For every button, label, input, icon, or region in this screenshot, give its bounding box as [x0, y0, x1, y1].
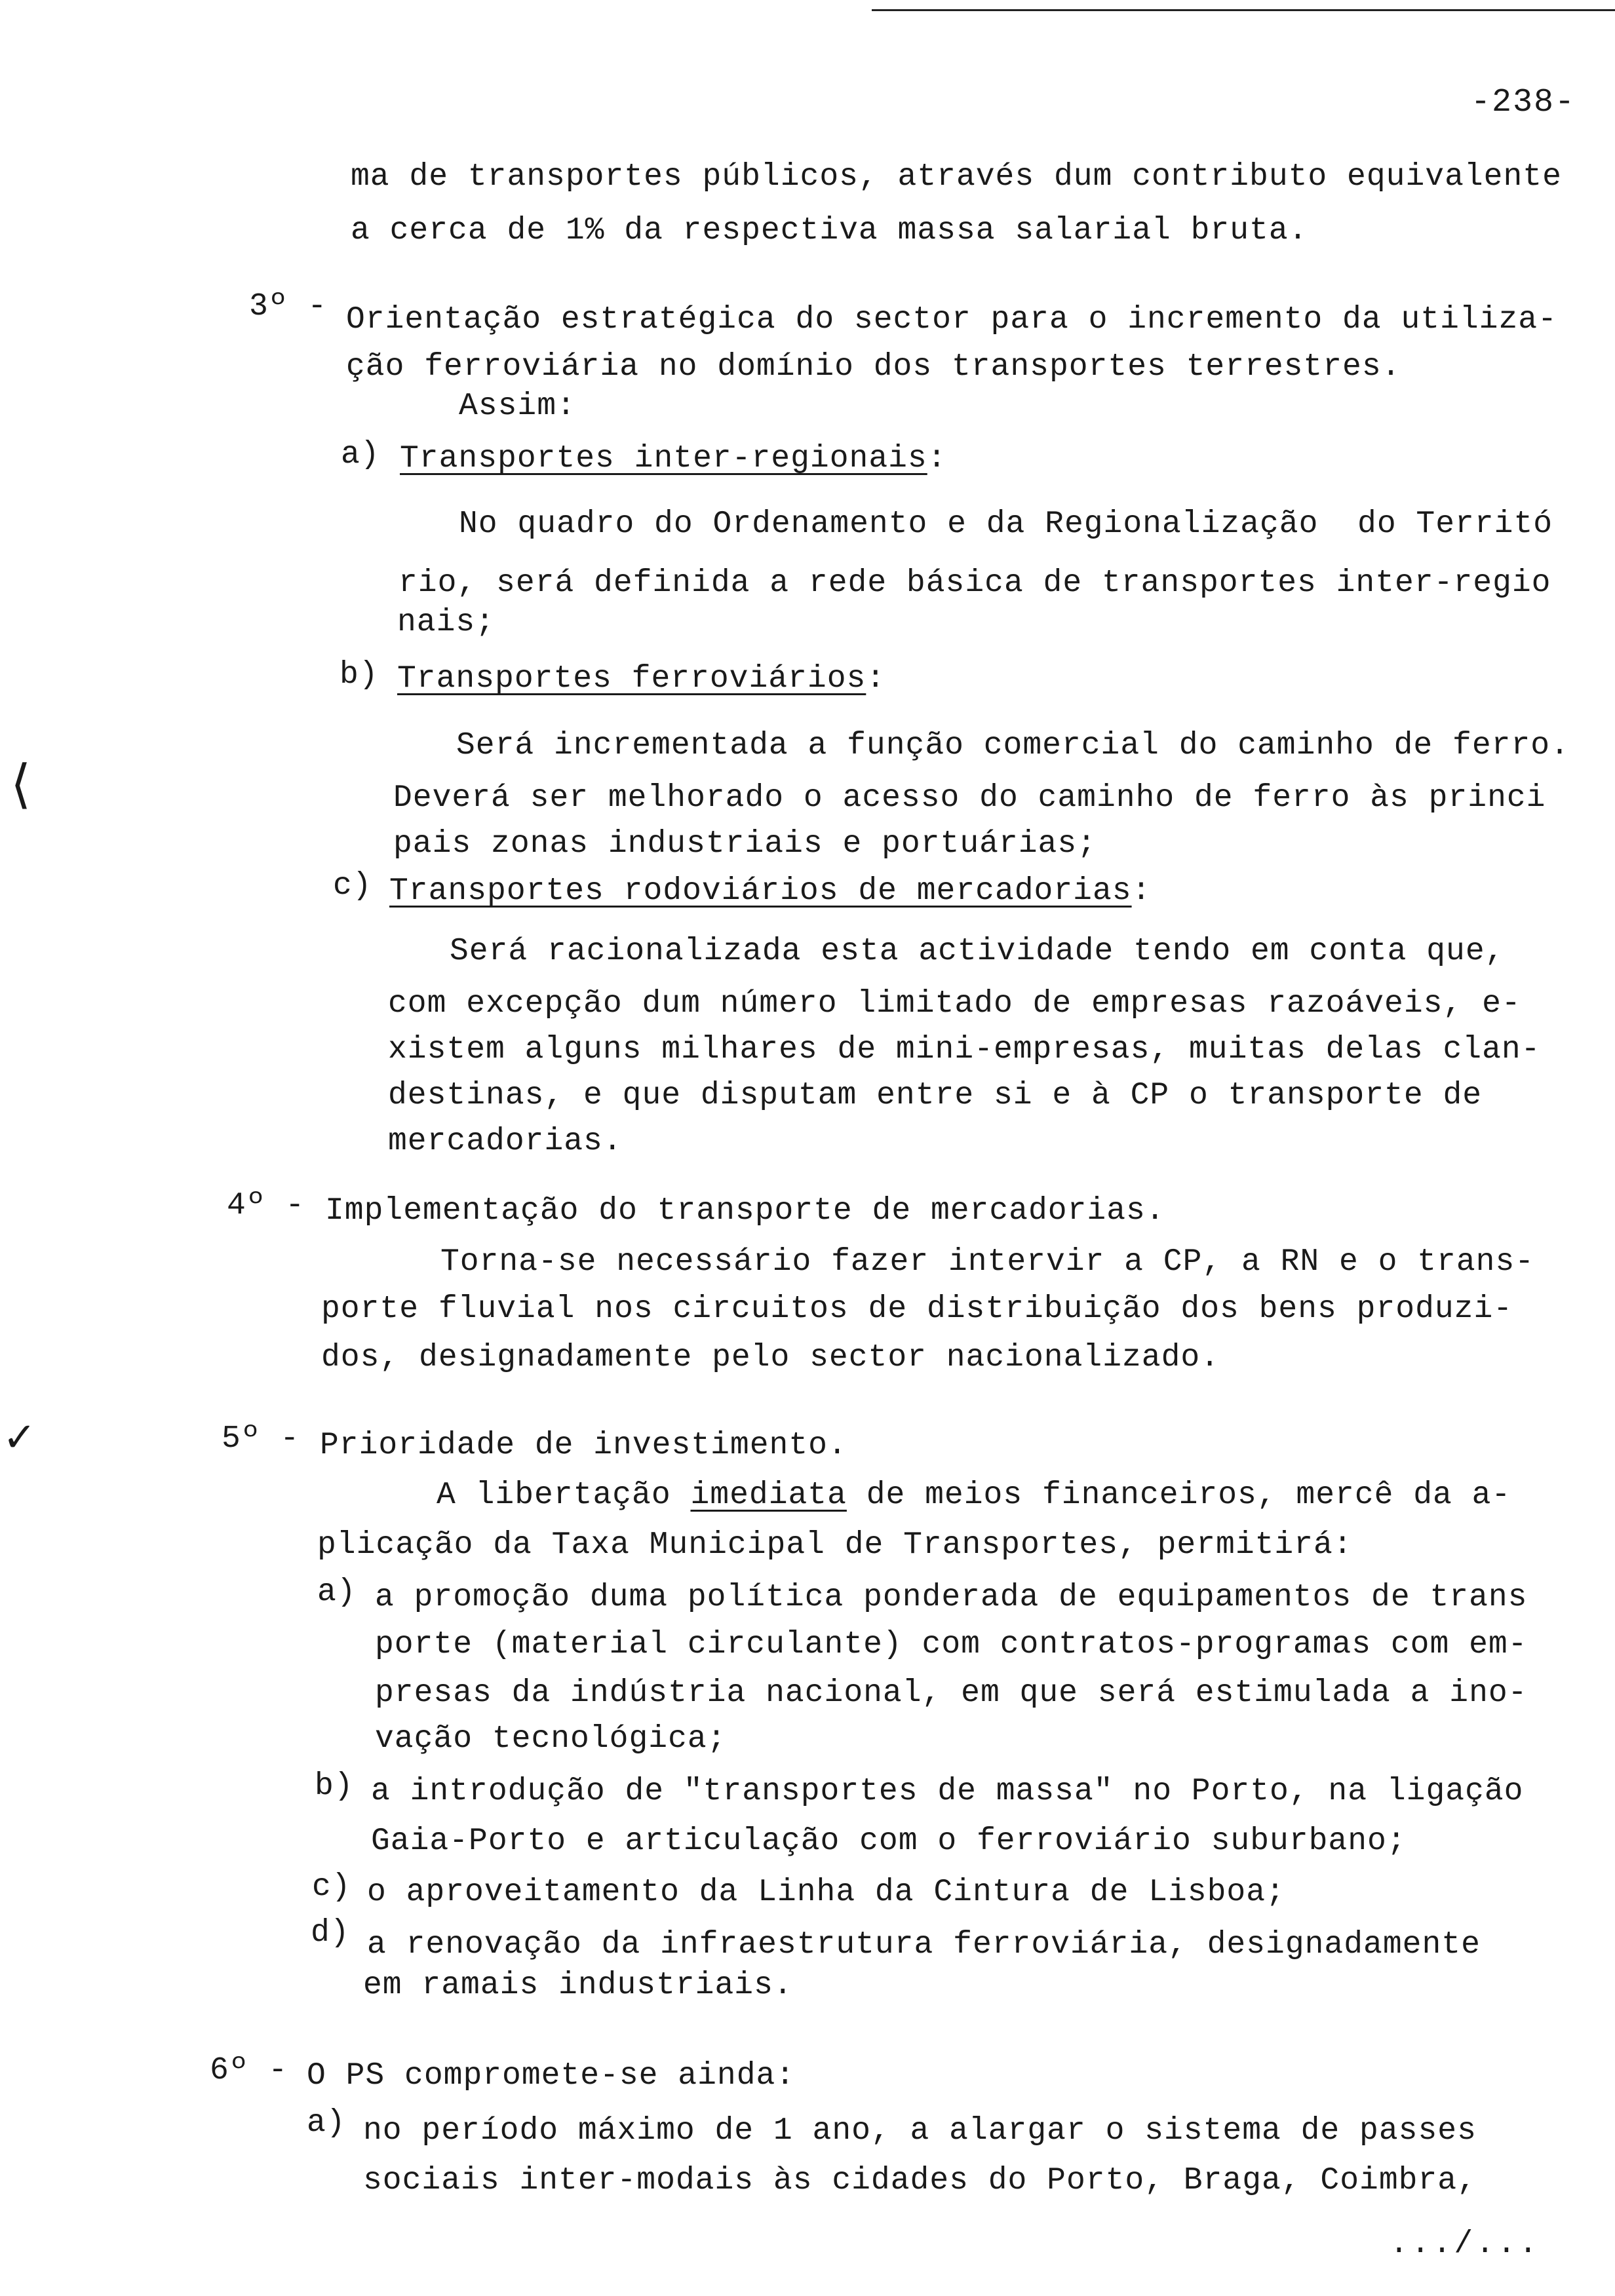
section-6a-line-1: no período máximo de 1 ano, a alargar o sistema de passes [363, 2113, 1477, 2149]
section-5-title: Prioridade de investimento. [320, 1428, 847, 1463]
section-3a-heading: Transportes inter-regionais: [400, 441, 947, 476]
section-3a-line-3: nais; [397, 605, 496, 640]
section-3b-line-2: Deverá ser melhorado o acesso do caminho de ferro às princi [393, 780, 1546, 816]
section-3c-line-4: destinas, e que disputam entre si e à CP o transporte de [388, 1078, 1483, 1113]
section-3c-mark: c) [333, 868, 372, 904]
section-3b-line-1: Será incrementada a função comercial do caminho de ferro. [456, 728, 1570, 763]
section-5c-line-1: o aproveitamento da Linha da Cintura de Lisboa; [367, 1875, 1285, 1910]
continuation-marker: .../... [1390, 2227, 1540, 2262]
section-5d-line-1: a renovação da infraestrutura ferroviária, designadamente [367, 1927, 1481, 1962]
section-4-line-3: dos, designadamente pelo sector nacionalizado. [321, 1340, 1220, 1375]
intro-line-1: ma de transportes públicos, através dum contributo equivalente [351, 159, 1562, 195]
section-5-line-1-end: de meios financeiros, mercê da a- [846, 1478, 1511, 1513]
section-5b-mark: b) [315, 1769, 354, 1804]
section-5-line-2: plicação da Taxa Municipal de Transportes, permitirá: [317, 1527, 1353, 1563]
section-3b-heading: Transportes ferroviários: [397, 661, 886, 697]
section-5b-line-2: Gaia-Porto e articulação com o ferroviário suburbano; [371, 1824, 1407, 1859]
section-6a-mark: a) [307, 2105, 346, 2141]
section-3a-title: Transportes inter-regionais [400, 441, 927, 476]
section-3c-title: Transportes rodoviários de mercadorias [389, 873, 1132, 909]
section-5a-line-3: presas da indústria nacional, em que será estimulada a ino- [375, 1675, 1528, 1711]
section-5-number: 5º - [222, 1421, 300, 1457]
section-3a-mark: a) [341, 437, 380, 472]
section-5d-line-2: em ramais industriais. [363, 1968, 793, 2003]
section-6-number: 6º - [210, 2053, 288, 2088]
section-3b-mark: b) [340, 657, 379, 693]
section-5a-line-4: vação tecnológica; [375, 1721, 727, 1757]
section-4-line-2: porte fluvial nos circuitos de distribuição dos bens produzi- [321, 1292, 1513, 1327]
section-5b-line-1: a introdução de "transportes de massa" no Porto, na ligação [371, 1774, 1524, 1809]
section-4-line-1: Torna-se necessário fazer intervir a CP, a RN e o trans- [440, 1244, 1535, 1280]
section-3-number: 3º - [249, 289, 328, 324]
section-3c-line-2: com excepção dum número limitado de empresas razoáveis, e- [388, 986, 1521, 1022]
section-3b-line-3: pais zonas industriais e portuárias; [393, 826, 1097, 862]
section-3-title-line-1: Orientação estratégica do sector para o incremento da utiliza- [346, 302, 1557, 337]
section-3-assim: Assim: [459, 389, 576, 424]
section-5-line-1-start: A libertação [437, 1478, 691, 1513]
section-5-underlined-word: imediata [690, 1478, 847, 1513]
section-5a-line-1: a promoção duma política ponderada de equipamentos de trans [375, 1580, 1528, 1615]
section-3c-line-1: Será racionalizada esta actividade tendo em conta que, [450, 934, 1505, 969]
section-5d-mark: d) [311, 1915, 350, 1951]
section-5-line-1 [437, 1476, 1511, 1515]
page-number: -238- [1470, 84, 1576, 121]
margin-check-mark: ✓ [5, 1414, 33, 1466]
section-4-number: 4º - [227, 1188, 305, 1223]
section-5a-mark: a) [317, 1575, 357, 1610]
section-6a-line-2: sociais inter-modais às cidades do Porto, Braga, Coimbra, [363, 2163, 1477, 2198]
section-3-title-line-2: ção ferroviária no domínio dos transportes terrestres. [346, 349, 1401, 385]
section-4-title: Implementação do transporte de mercadorias. [325, 1193, 1165, 1229]
section-3c-line-5: mercadorias. [388, 1124, 623, 1159]
section-3b-title: Transportes ferroviários [397, 661, 866, 697]
section-6-title: O PS compromete-se ainda: [307, 2058, 796, 2094]
top-rule [872, 9, 1615, 11]
intro-line-2: a cerca de 1% da respectiva massa salarial bruta. [351, 213, 1308, 248]
margin-bracket-mark: ⟨ [5, 759, 37, 818]
section-3a-line-1: No quadro do Ordenamento e da Regionalização do Territó [459, 507, 1553, 542]
section-5c-mark: c) [312, 1869, 351, 1905]
section-3a-line-2: rio, será definida a rede básica de transportes inter-regio [399, 565, 1551, 601]
section-5a-line-2: porte (material circulante) com contratos-programas com em- [375, 1627, 1528, 1662]
section-3c-line-3: xistem alguns milhares de mini-empresas, muitas delas clan- [388, 1032, 1541, 1067]
section-3c-heading: Transportes rodoviários de mercadorias: [389, 873, 1152, 909]
